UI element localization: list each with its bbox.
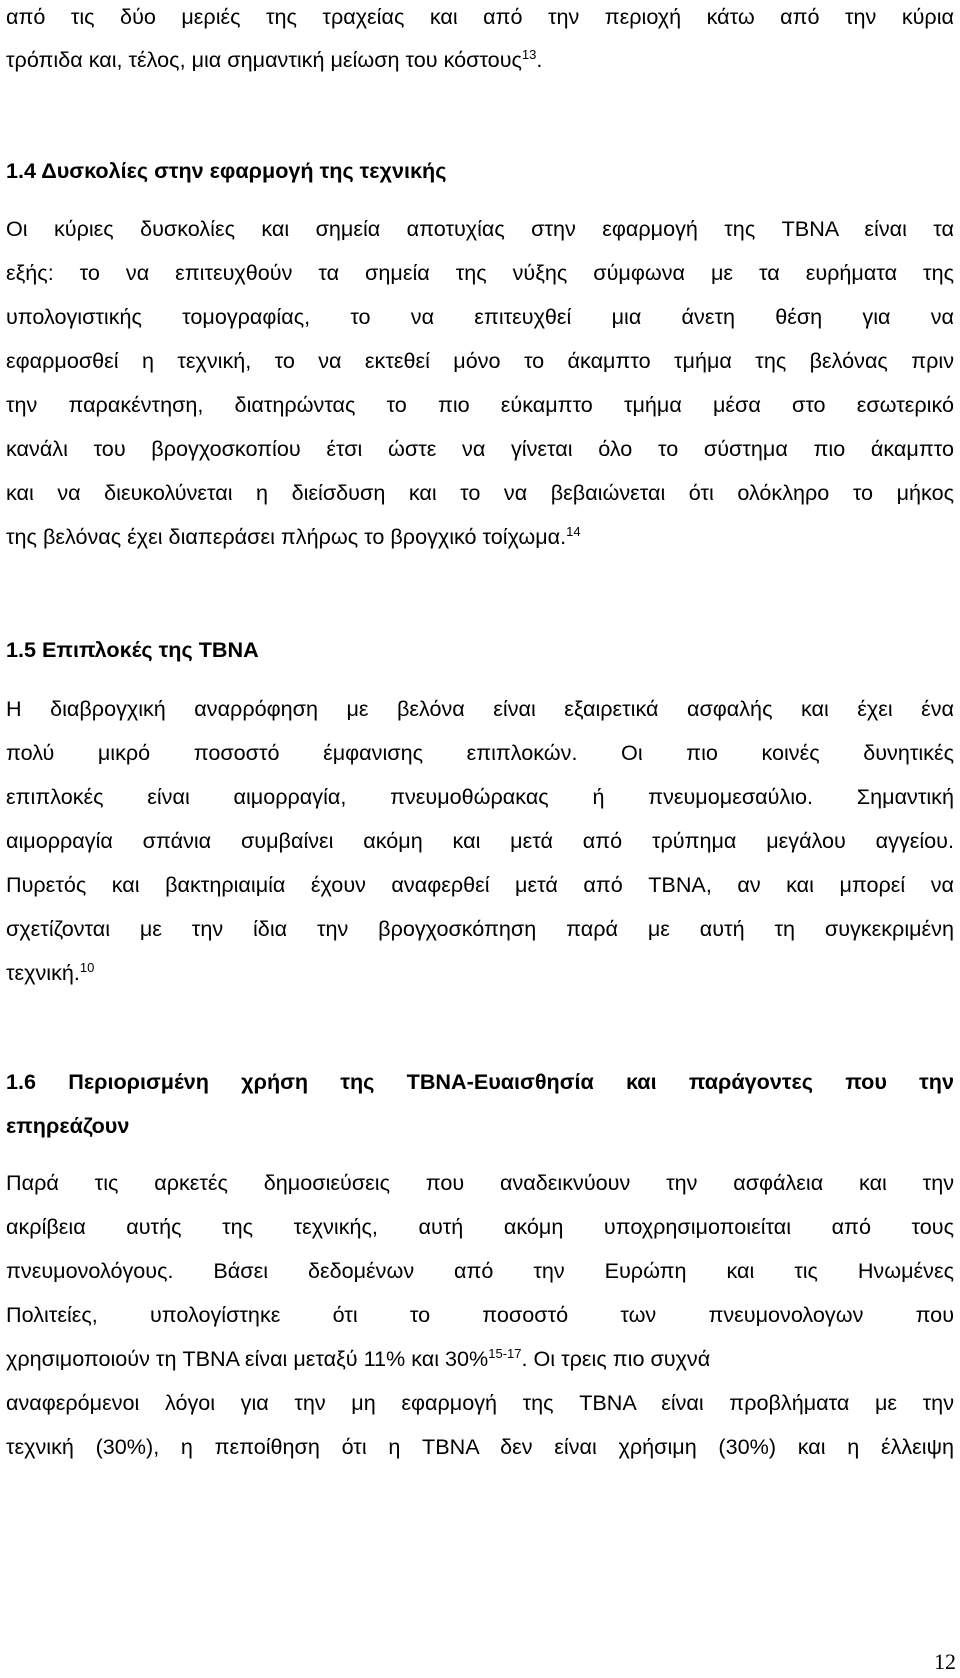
- paragraph-line: αναφερόμενοι λόγοι για την μη εφαρμογή της TBNA είναι προβλήματα με την: [6, 1390, 954, 1415]
- paragraph-line: επιπλοκές είναι αιμορραγία, πνευμοθώρακας ή πνευμομεσαύλιο. Σημαντική: [6, 784, 954, 809]
- paragraph-line: τεχνική.$^{10}$: [6, 959, 95, 985]
- citation-ref: 14: [566, 523, 581, 539]
- paragraph-line: Η διαβρογχική αναρρόφηση με βελόνα είναι εξαιρετικά ασφαλής και έχει ένα: [6, 696, 954, 721]
- paragraph-line: και να διευκολύνεται η διείσδυση και το να βεβαιώνεται ότι ολόκληρο το μήκος: [6, 480, 954, 505]
- section-heading-continued: επηρεάζουν: [6, 1113, 130, 1138]
- section-heading: 1.5 Επιπλοκές της TBNA: [6, 637, 259, 662]
- paragraph-line: εξής: το να επιτευχθούν τα σημεία της νύξης σύμφωνα με τα ευρήματα της: [6, 260, 954, 285]
- paragraph-line: κανάλι του βρογχοσκοπίου έτσι ώστε να γίνεται όλο το σύστημα πιο άκαμπτο: [6, 436, 954, 461]
- citation-ref: 15-17: [488, 1345, 522, 1361]
- section-heading: 1.4 Δυσκολίες στην εφαρμογή της τεχνικής: [6, 158, 447, 183]
- paragraph-line: αιμορραγία σπάνια συμβαίνει ακόμη και μετά από τρύπημα μεγάλου αγγείου.: [6, 828, 954, 853]
- paragraph-line: τρόπιδα και, τέλος, μια σημαντική μείωση του κόστους$^{13}$.: [6, 46, 543, 72]
- paragraph-line: υπολογιστικής τομογραφίας, το να επιτευχθεί μια άνετη θέση για να: [6, 304, 954, 329]
- paragraph-line: σχετίζονται με την ίδια την βρογχοσκόπηση παρά με αυτή τη συγκεκριμένη: [6, 916, 954, 941]
- paragraph-line: χρησιμοποιούν τη TBNA είναι μεταξύ 11% και 30%$^{15-17}$. Οι τρεις πιο συχνά: [6, 1345, 711, 1371]
- paragraph-line: Οι κύριες δυσκολίες και σημεία αποτυχίας στην εφαρμογή της TBNA είναι τα: [6, 216, 954, 241]
- paragraph-line: πνευμονολόγους. Βάσει δεδομένων από την Ευρώπη και τις Ηνωμένες: [6, 1258, 954, 1283]
- paragraph-line: εφαρμοσθεί η τεχνική, το να εκτεθεί μόνο το άκαμπτο τμήμα της βελόνας πριν: [6, 348, 954, 373]
- paragraph-line: τεχνική (30%), η πεποίθηση ότι η TBNA δεν είναι χρήσιμη (30%) και η έλλειψη: [6, 1434, 954, 1459]
- paragraph-line: την παρακέντηση, διατηρώντας το πιο εύκαμπτο τμήμα μέσα στο εσωτερικό: [6, 392, 954, 417]
- section-heading: 1.6 Περιορισμένη χρήση της TBNA-Ευαισθησία και παράγοντες που την: [6, 1069, 954, 1094]
- citation-ref: 10: [79, 959, 95, 975]
- paragraph-line: Παρά τις αρκετές δημοσιεύσεις που αναδεικνύουν την ασφάλεια και την: [6, 1170, 954, 1195]
- paragraph-line: ακρίβεια αυτής της τεχνικής, αυτή ακόμη υποχρησιμοποιείται από τους: [6, 1214, 954, 1239]
- paragraph-line: Πολιτείες, υπολογίστηκε ότι το ποσοστό των πνευμονολογων που: [6, 1302, 954, 1327]
- paragraph-line: Πυρετός και βακτηριαιμία έχουν αναφερθεί μετά από TBNA, αν και μπορεί να: [6, 872, 954, 897]
- paragraph-line: πολύ μικρό ποσοστό έμφανισης επιπλοκών. Οι πιο κοινές δυνητικές: [6, 740, 954, 765]
- paragraph-line: της βελόνας έχει διαπεράσει πλήρως το βρογχικό τοίχωμα.$^{14}$: [6, 523, 581, 549]
- page-number: 12: [934, 1649, 956, 1674]
- paragraph-line: από τις δύο μεριές της τραχείας και από την περιοχή κάτω από την κύρια: [6, 4, 954, 29]
- citation-ref: 13: [521, 46, 537, 62]
